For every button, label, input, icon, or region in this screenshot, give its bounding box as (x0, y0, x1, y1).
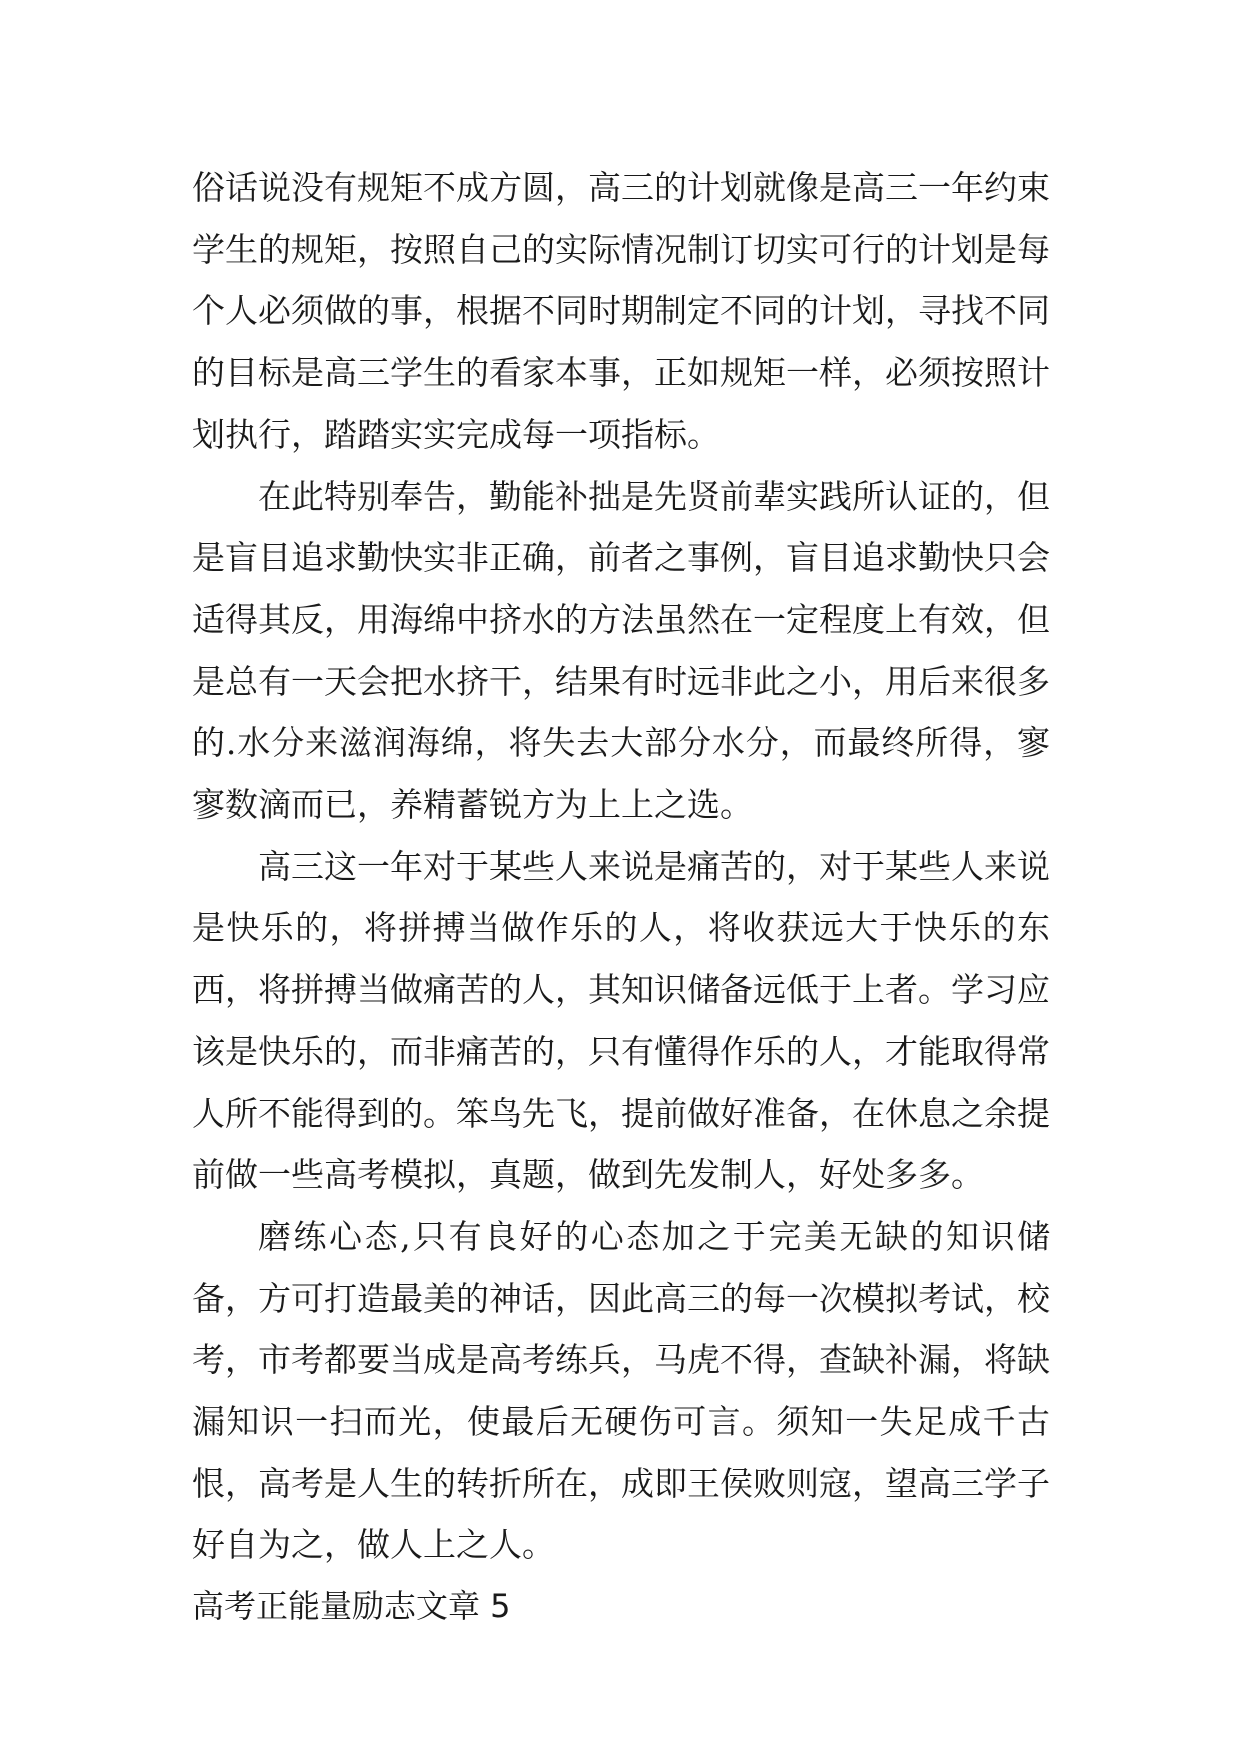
paragraph-diligence: 在此特别奉告，勤能补拙是先贤前辈实践所认证的，但是盲目追求勤快实非正确，前者之事例，盲目追求勤快只会适得其反，用海绵中挤水的方法虽然在一定程度上有效，但是总有一天会把水挤干，结果有时远非此之小，用后来很多的.水分来滋润海绵，将失去大部分水分，而最终所得，寥寥数滴而已，养精蓄锐方为上上之选。 (192, 476, 1050, 825)
paragraph-mindset: 磨练心态,只有良好的心态加之于完美无缺的知识储备，方可打造最美的神话，因此高三的每一次模拟考试，校考，市考都要当成是高考练兵，马虎不得，查缺补漏，将缺漏知识一扫而光，使最后无硬伤可言。须知一失足成千古恨，高考是人生的转折所在，成即王侯败则寇，望高三学子好自为之，做人上之人。 (192, 1216, 1050, 1565)
paragraph-rules-plan: 俗话说没有规矩不成方圆，高三的计划就像是高三一年约束学生的规矩，按照自己的实际情况制订切实可行的计划是每个人必须做的事，根据不同时期制定不同的计划，寻找不同的目标是高三学生的看家本事，正如规矩一样，必须按照计划执行，踏踏实实完成每一项指标。 (192, 168, 1050, 454)
paragraph-joy-of-study: 高三这一年对于某些人来说是痛苦的，对于某些人来说是快乐的，将拼搏当做作乐的人，将收获远大于快乐的东西，将拼搏当做痛苦的人，其知识储备远低于上者。学习应该是快乐的，而非痛苦的，只有懂得作乐的人，才能取得常人所不能得到的。笨鸟先飞，提前做好准备，在休息之余提前做一些高考模拟，真题，做到先发制人，好处多多。 (192, 846, 1050, 1195)
section-heading: 高考正能量励志文章 5 (192, 1587, 511, 1626)
document-body (192, 157, 1050, 1638)
